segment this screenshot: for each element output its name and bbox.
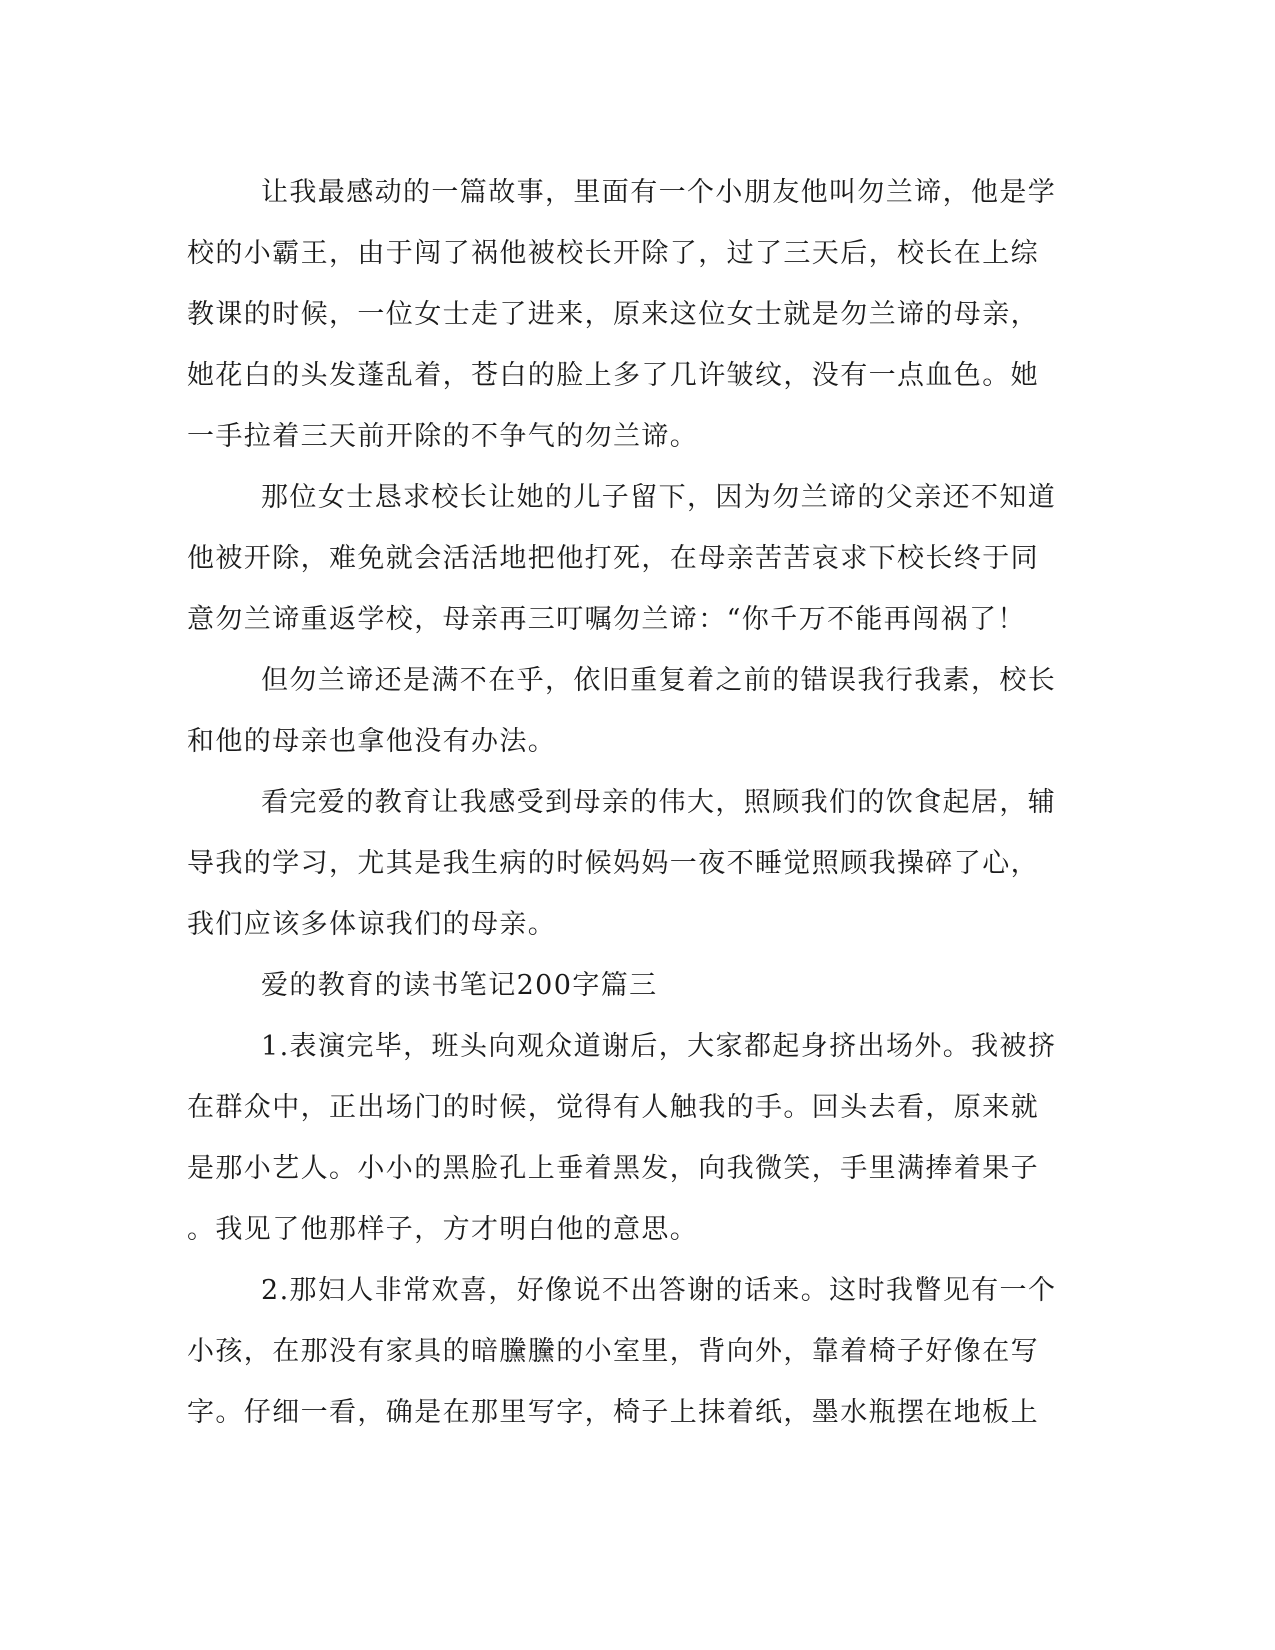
text-line: 但勿兰谛还是满不在乎，依旧重复着之前的错误我行我素，校长 (261, 665, 1057, 696)
text-line: 意勿兰谛重返学校，母亲再三叮嘱勿兰谛：“你千万不能再闯祸了！ (187, 604, 1026, 635)
text-line: 校的小霸王，由于闯了祸他被校长开除了，过了三天后，校长在上综 (187, 238, 1039, 269)
text-line: 2.那妇人非常欢喜，好像说不出答谢的话来。这时我瞥见有一个 (261, 1275, 1057, 1306)
heading-line: 爱的教育的读书笔记200字篇三 (261, 970, 658, 1001)
paragraph (187, 772, 1067, 955)
section-heading (187, 955, 1067, 1016)
text-line: 一手拉着三天前开除的不争气的勿兰谛。 (187, 421, 699, 452)
paragraph (187, 650, 1067, 772)
text-line: 在群众中，正出场门的时候，觉得有人触我的手。回头去看，原来就 (187, 1092, 1039, 1123)
text-line: 教课的时候，一位女士走了进来，原来这位女士就是勿兰谛的母亲， (187, 299, 1039, 330)
text-line: 那位女士恳求校长让她的儿子留下，因为勿兰谛的父亲还不知道 (261, 482, 1057, 513)
text-line: 她花白的头发蓬乱着，苍白的脸上多了几许皱纹，没有一点血色。她 (187, 360, 1039, 391)
text-line: 我们应该多体谅我们的母亲。 (187, 909, 557, 940)
paragraph (187, 162, 1067, 467)
text-line: 是那小艺人。小小的黑脸孔上垂着黑发，向我微笑，手里满捧着果子 (187, 1153, 1039, 1184)
paragraph (187, 1260, 1067, 1443)
text-line: 让我最感动的一篇故事，里面有一个小朋友他叫勿兰谛，他是学 (261, 177, 1057, 208)
text-line: 和他的母亲也拿他没有办法。 (187, 726, 557, 757)
text-line: 看完爱的教育让我感受到母亲的伟大，照顾我们的饮食起居，辅 (261, 787, 1057, 818)
paragraph (187, 1016, 1067, 1260)
text-line: 他被开除，难免就会活活地把他打死，在母亲苦苦哀求下校长终于同 (187, 543, 1039, 574)
text-line: 小孩，在那没有家具的暗黱黱的小室里，背向外，靠着椅子好像在写 (187, 1336, 1039, 1367)
text-line: 字。仔细一看，确是在那里写字，椅子上抹着纸，墨水瓶摆在地板上 (187, 1397, 1039, 1428)
text-line: 。我见了他那样子，方才明白他的意思。 (187, 1214, 699, 1245)
text-line: 1.表演完毕，班头向观众道谢后，大家都起身挤出场外。我被挤 (261, 1031, 1057, 1062)
paragraph (187, 467, 1067, 650)
text-line: 导我的学习，尤其是我生病的时候妈妈一夜不睡觉照顾我操碎了心， (187, 848, 1039, 879)
document-body (187, 162, 1067, 1443)
